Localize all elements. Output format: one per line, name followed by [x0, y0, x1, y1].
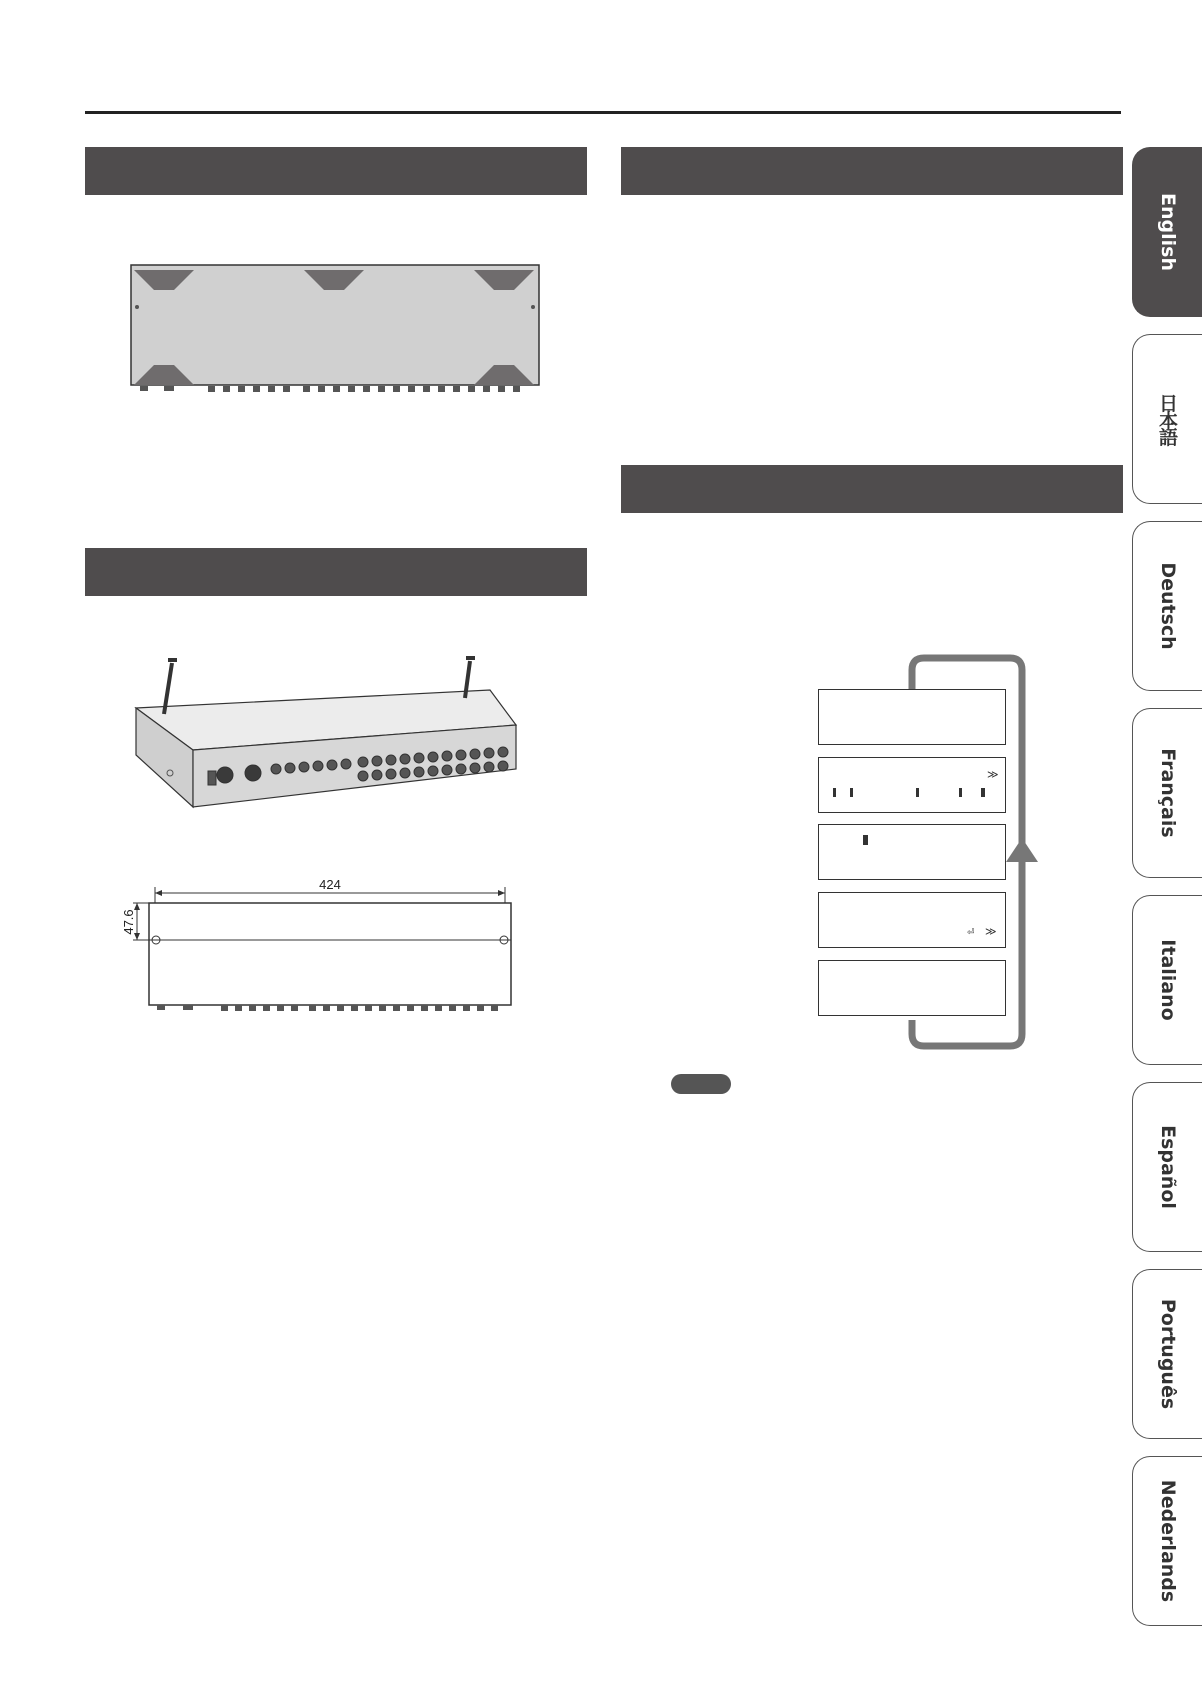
- section-header-right-2: [621, 465, 1123, 513]
- bottom-view-figure: [128, 262, 542, 394]
- tab-label: Nederlands: [1156, 1479, 1179, 1603]
- display-screen-3: [818, 824, 1006, 880]
- svg-text:⏎: ⏎: [967, 928, 975, 938]
- tab-label: 日本語: [1156, 393, 1178, 445]
- tab-label: Italiano: [1156, 939, 1179, 1021]
- top-rule: [85, 111, 1121, 114]
- tab-label: English: [1156, 193, 1179, 271]
- tab-label: Español: [1156, 1125, 1179, 1209]
- tab-portugues[interactable]: [1132, 1269, 1202, 1439]
- tab-italiano[interactable]: [1132, 895, 1202, 1065]
- tab-espanol[interactable]: [1132, 1082, 1202, 1252]
- tab-english[interactable]: [1132, 147, 1202, 317]
- display-screen-5: [818, 960, 1006, 1016]
- width-dimension-label: 424: [319, 877, 341, 892]
- display-screen-1: [818, 689, 1006, 745]
- tab-label: Deutsch: [1156, 562, 1179, 650]
- tab-label: Português: [1156, 1298, 1179, 1410]
- tab-japanese[interactable]: [1132, 334, 1202, 504]
- tab-label: Français: [1156, 748, 1179, 838]
- section-header-left-1: [85, 147, 587, 195]
- section-header-right-1: [621, 147, 1123, 195]
- display-screen-2: [818, 757, 1006, 813]
- display-screen-4: [818, 892, 1006, 948]
- rack-mount-perspective-figure: [128, 655, 520, 815]
- height-dimension-label: 47.6: [121, 909, 136, 935]
- tab-francais[interactable]: [1132, 708, 1202, 878]
- connector-row: [140, 386, 520, 392]
- note-badge: [671, 1074, 731, 1094]
- tab-deutsch[interactable]: [1132, 521, 1202, 691]
- tab-nederlands[interactable]: [1132, 1456, 1202, 1626]
- dimension-drawing-figure: [121, 875, 515, 1017]
- svg-text:≫: ≫: [985, 925, 997, 938]
- svg-text:≫: ≫: [987, 768, 999, 781]
- section-header-left-2: [85, 548, 587, 596]
